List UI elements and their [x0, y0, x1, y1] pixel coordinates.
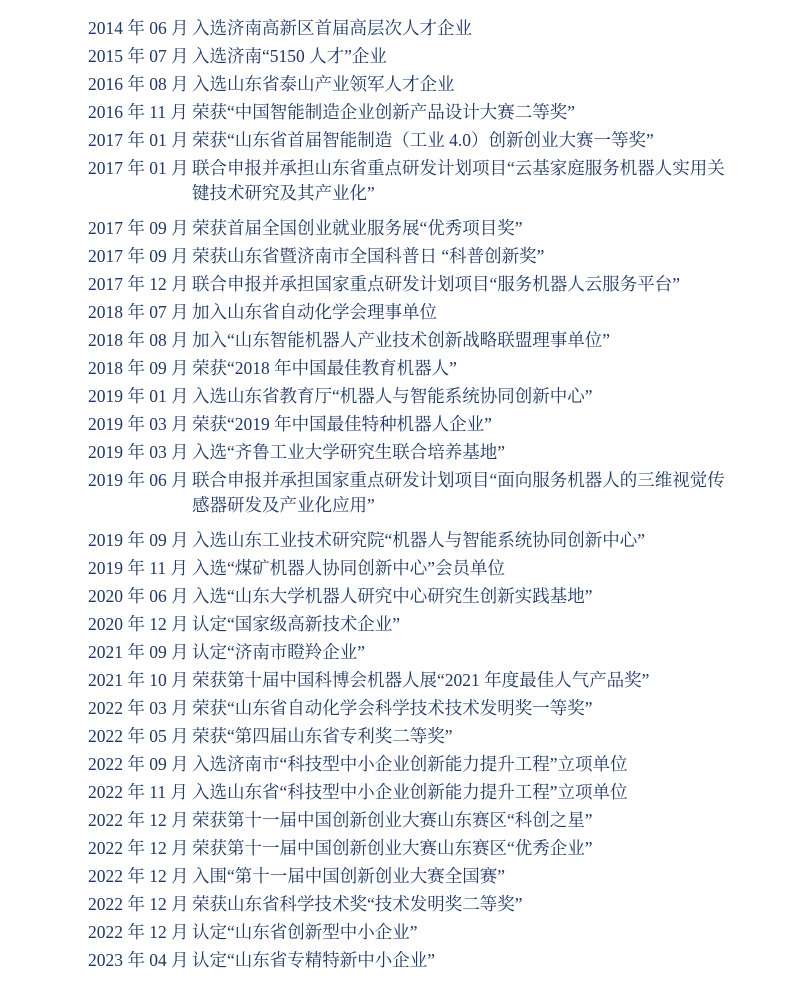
- entry-text: [192, 44, 742, 69]
- entry-line: 入选“齐鲁工业大学研究生联合培养基地”: [192, 442, 506, 462]
- timeline-entry: [88, 528, 742, 553]
- entry-line: 荣获山东省科学技术奖“技术发明奖二等奖”: [192, 894, 523, 914]
- entry-date: 2014 年 06 月: [88, 18, 189, 38]
- entry-date: 2019 年 01 月: [88, 386, 189, 406]
- entry-line: 入选山东省教育厅“机器人与智能系统协同创新中心”: [192, 386, 593, 406]
- entry-text: [192, 892, 742, 917]
- entry-text: [192, 156, 742, 206]
- timeline-entry: [88, 384, 742, 409]
- entry-line: 联合申报并承担国家重点研发计划项目“面向服务机器人的三维视觉传: [192, 470, 725, 490]
- entry-text: [192, 216, 742, 241]
- entry-line: 荣获首届全国创业就业服务展“优秀项目奖”: [192, 218, 523, 238]
- entry-text: [192, 440, 742, 465]
- entry-date: 2022 年 03 月: [88, 698, 189, 718]
- entry-text: [192, 556, 742, 581]
- timeline-entry: [88, 244, 742, 269]
- entry-text: [192, 920, 742, 945]
- entry-date: 2020 年 06 月: [88, 586, 189, 606]
- entry-text: [192, 668, 742, 693]
- entry-line: 认定“济南市瞪羚企业”: [192, 642, 366, 662]
- entry-date: 2019 年 03 月: [88, 414, 189, 434]
- entry-line: 荣获“2019 年中国最佳特种机器人企业”: [192, 414, 492, 434]
- entry-date: 2022 年 12 月: [88, 922, 189, 942]
- entry-line: 加入“山东智能机器人产业技术创新战略联盟理事单位”: [192, 330, 611, 350]
- entry-line: 联合申报并承担国家重点研发计划项目“服务机器人云服务平台”: [192, 274, 681, 294]
- entry-date: 2017 年 09 月: [88, 218, 189, 238]
- entry-text: [192, 412, 742, 437]
- timeline-entry: [88, 128, 742, 153]
- entry-date: 2017 年 12 月: [88, 274, 189, 294]
- entry-date: 2018 年 08 月: [88, 330, 189, 350]
- entry-text: [192, 328, 742, 353]
- entry-line: 荣获“山东省自动化学会科学技术技术发明奖一等奖”: [192, 698, 593, 718]
- entry-text: [192, 128, 742, 153]
- timeline-entry: [88, 752, 742, 777]
- entry-line: 入选济南高新区首届高层次人才企业: [192, 18, 472, 38]
- timeline-entry: [88, 468, 742, 518]
- entry-line: 入选山东省泰山产业领军人才企业: [192, 74, 455, 94]
- entry-line: 入选济南“5150 人才”企业: [192, 46, 387, 66]
- timeline-entry: [88, 156, 742, 206]
- entry-text: [192, 468, 742, 518]
- entry-line: 入选“山东大学机器人研究中心研究生创新实践基地”: [192, 586, 593, 606]
- entry-line: 荣获“第四届山东省专利奖二等奖”: [192, 726, 453, 746]
- entry-date: 2017 年 01 月: [88, 130, 189, 150]
- entry-line: 入选济南市“科技型中小企业创新能力提升工程”立项单位: [192, 754, 628, 774]
- timeline-entries: [88, 16, 742, 973]
- timeline-entry: [88, 612, 742, 637]
- entry-line: 荣获第十届中国科博会机器人展“2021 年度最佳人气产品奖”: [192, 670, 650, 690]
- entry-line: 荣获第十一届中国创新创业大赛山东赛区“优秀企业”: [192, 838, 593, 858]
- timeline-entry: [88, 216, 742, 241]
- entry-date: 2019 年 03 月: [88, 442, 189, 462]
- entry-line: 荣获第十一届中国创新创业大赛山东赛区“科创之星”: [192, 810, 593, 830]
- entry-date: 2017 年 09 月: [88, 246, 189, 266]
- entry-date: 2022 年 12 月: [88, 810, 189, 830]
- timeline-entry: [88, 920, 742, 945]
- entry-text: [192, 780, 742, 805]
- entry-date: 2019 年 11 月: [88, 558, 188, 578]
- timeline-entry: [88, 836, 742, 861]
- timeline-entry: [88, 412, 742, 437]
- timeline-entry: [88, 100, 742, 125]
- entry-line: 荣获“2018 年中国最佳教育机器人”: [192, 358, 457, 378]
- entry-text: [192, 864, 742, 889]
- entry-text: [192, 72, 742, 97]
- entry-text: [192, 244, 742, 269]
- timeline-entry: [88, 328, 742, 353]
- entry-line: 入选山东省“科技型中小企业创新能力提升工程”立项单位: [192, 782, 628, 802]
- timeline-entry: [88, 72, 742, 97]
- entry-date: 2021 年 10 月: [88, 670, 189, 690]
- entry-date: 2019 年 09 月: [88, 530, 189, 550]
- entry-line: 入选山东工业技术研究院“机器人与智能系统协同创新中心”: [192, 530, 646, 550]
- entry-line: 入围“第十一届中国创新创业大赛全国赛”: [192, 866, 506, 886]
- entry-date: 2022 年 09 月: [88, 754, 189, 774]
- timeline-entry: [88, 440, 742, 465]
- entry-text: [192, 16, 742, 41]
- timeline-entry: [88, 780, 742, 805]
- entry-line: 感器研发及产业化应用”: [192, 495, 375, 515]
- entry-text: [192, 528, 742, 553]
- entry-text: [192, 808, 742, 833]
- entry-text: [192, 724, 742, 749]
- entry-line: 认定“山东省创新型中小企业”: [192, 922, 418, 942]
- entry-line: 入选“煤矿机器人协同创新中心”会员单位: [192, 558, 506, 578]
- entry-date: 2018 年 07 月: [88, 302, 189, 322]
- entry-date: 2019 年 06 月: [88, 470, 189, 490]
- entry-date: 2018 年 09 月: [88, 358, 189, 378]
- entry-date: 2022 年 11 月: [88, 782, 188, 802]
- timeline-entry: [88, 724, 742, 749]
- entry-date: 2022 年 05 月: [88, 726, 189, 746]
- timeline-entry: [88, 696, 742, 721]
- entry-text: [192, 100, 742, 125]
- entry-text: [192, 272, 742, 297]
- timeline-entry: [88, 272, 742, 297]
- entry-line: 键技术研究及其产业化”: [192, 183, 375, 203]
- entry-text: [192, 584, 742, 609]
- timeline-entry: [88, 640, 742, 665]
- timeline-entry: [88, 892, 742, 917]
- entry-date: 2022 年 12 月: [88, 838, 189, 858]
- timeline-entry: [88, 948, 742, 973]
- entry-text: [192, 948, 742, 973]
- entry-line: 荣获“中国智能制造企业创新产品设计大赛二等奖”: [192, 102, 576, 122]
- entry-line: 加入山东省自动化学会理事单位: [192, 302, 437, 322]
- entry-line: 荣获“山东省首届智能制造（工业 4.0）创新创业大赛一等奖”: [192, 130, 654, 150]
- entry-date: 2020 年 12 月: [88, 614, 189, 634]
- entry-text: [192, 836, 742, 861]
- entry-line: 荣获山东省暨济南市全国科普日 “科普创新奖”: [192, 246, 545, 266]
- timeline-entry: [88, 864, 742, 889]
- entry-date: 2022 年 12 月: [88, 894, 189, 914]
- entry-text: [192, 640, 742, 665]
- entry-line: 认定“山东省专精特新中小企业”: [192, 950, 436, 970]
- entry-line: 认定“国家级高新技术企业”: [192, 614, 401, 634]
- entry-date: 2017 年 01 月: [88, 158, 189, 178]
- entry-text: [192, 696, 742, 721]
- timeline-entry: [88, 356, 742, 381]
- entry-text: [192, 356, 742, 381]
- entry-date: 2023 年 04 月: [88, 950, 189, 970]
- timeline-entry: [88, 556, 742, 581]
- entry-line: 联合申报并承担山东省重点研发计划项目“云基家庭服务机器人实用关: [192, 158, 725, 178]
- timeline-entry: [88, 584, 742, 609]
- entry-date: 2021 年 09 月: [88, 642, 189, 662]
- timeline-entry: [88, 44, 742, 69]
- timeline-entry: [88, 16, 742, 41]
- timeline-entry: [88, 808, 742, 833]
- entry-date: 2015 年 07 月: [88, 46, 189, 66]
- entry-text: [192, 384, 742, 409]
- entry-date: 2016 年 11 月: [88, 102, 188, 122]
- entry-text: [192, 752, 742, 777]
- entry-date: 2022 年 12 月: [88, 866, 189, 886]
- entry-text: [192, 612, 742, 637]
- entry-date: 2016 年 08 月: [88, 74, 189, 94]
- entry-text: [192, 300, 742, 325]
- timeline-entry: [88, 300, 742, 325]
- timeline-entry: [88, 668, 742, 693]
